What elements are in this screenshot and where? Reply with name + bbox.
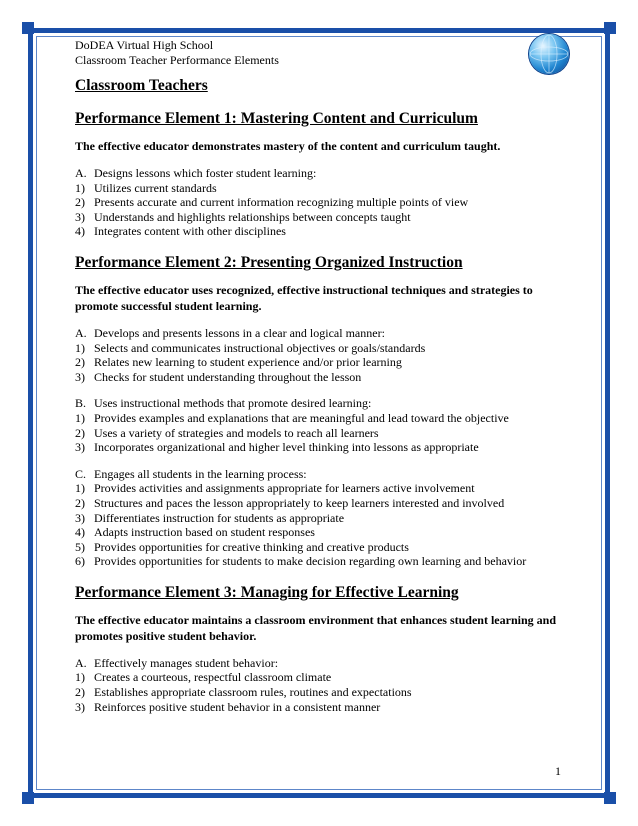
performance-element-title: Performance Element 2: Presenting Organized Instruction [75,253,463,271]
list-text: Reinforces positive student behavior in a consistent manner [94,699,381,714]
criteria-item [75,224,575,239]
border-corner-top-right [604,22,616,34]
document-body [75,38,575,714]
list-marker: 1) [75,180,85,195]
criteria-item [75,210,575,225]
list-text: Provides activities and assignments appropriate for learners active involvement [94,481,475,496]
criteria-group [75,656,575,714]
list-text: Differentiates instruction for students as appropriate [94,510,345,525]
list-text: Effectively manages student behavior: [94,655,279,670]
list-marker: A. [75,325,87,340]
list-text: Presents accurate and current information recognizing multiple points of view [94,195,469,210]
criteria-item [75,355,575,370]
border-corner-top-left [22,22,34,34]
criteria-item [75,685,575,700]
criteria-group [75,166,575,239]
criteria-heading [75,396,575,411]
criteria-heading [75,467,575,482]
criteria-item [75,554,575,569]
list-marker: 4) [75,525,85,540]
list-marker: 1) [75,410,85,425]
criteria-item [75,700,575,715]
criteria-item [75,426,575,441]
criteria-item [75,481,575,496]
list-marker: 1) [75,340,85,355]
list-marker: 3) [75,510,85,525]
list-marker: 4) [75,224,85,239]
list-marker: 1) [75,481,85,496]
list-text: Develops and presents lessons in a clear and logical manner: [94,325,385,340]
list-marker: 2) [75,685,85,700]
list-text: Utilizes current standards [94,180,217,195]
list-text: Relates new learning to student experience and/or prior learning [94,355,402,370]
list-text: Designs lessons which foster student learning: [94,166,317,180]
list-marker: 3) [75,209,85,224]
criteria-group [75,396,575,454]
section-title: Classroom Teachers [75,77,208,94]
performance-element-title: Performance Element 1: Mastering Content and Curriculum [75,110,478,127]
school-name: DoDEA Virtual High School [75,38,214,52]
document-subtitle: Classroom Teacher Performance Elements [75,53,279,67]
list-marker: 6) [75,554,85,569]
list-marker: 2) [75,355,85,370]
list-text: Provides opportunities for creative thinking and creative products [94,539,409,554]
criteria-item [75,525,575,540]
criteria-item [75,341,575,356]
list-text: Selects and communicates instructional objectives or goals/standards [94,340,426,355]
list-text: Structures and paces the lesson appropriately to keep learners interested and involved [94,495,505,510]
performance-element-title: Performance Element 3: Managing for Effective Learning [75,583,459,601]
list-marker: 2) [75,195,85,210]
list-marker: C. [75,466,87,481]
criteria-heading [75,326,575,341]
list-marker: A. [75,655,87,670]
criteria-item [75,440,575,455]
criteria-group [75,467,575,569]
list-text: Adapts instruction based on student responses [94,525,315,540]
criteria-item [75,496,575,511]
criteria-item [75,411,575,426]
criteria-heading [75,166,575,181]
list-marker: 3) [75,699,85,714]
performance-elements [75,109,575,714]
list-text: Creates a courteous, respectful classroom climate [94,670,332,685]
list-text: Incorporates organizational and higher level thinking into lessons as appropriate [94,440,479,455]
list-marker: 1) [75,670,85,685]
criteria-group [75,326,575,384]
list-text: Uses instructional methods that promote desired learning: [94,396,372,411]
list-text: Provides opportunities for students to make decision regarding own learning and behavior [94,554,527,569]
list-text: Engages all students in the learning process: [94,466,307,481]
list-text: Integrates content with other disciplines [94,224,286,239]
list-marker: 5) [75,539,85,554]
performance-element-lead: The effective educator maintains a classroom environment that enhances student learning and promotes positive student behavior. [75,612,556,643]
list-marker: A. [75,166,87,180]
border-corner-bottom-right [604,792,616,804]
criteria-item [75,540,575,555]
list-marker: B. [75,396,87,411]
page-number: 1 [555,764,561,778]
list-text: Understands and highlights relationships between concepts taught [94,209,411,224]
performance-element-lead: The effective educator uses recognized, effective instructional techniques and strategies to promote successful student learning. [75,282,533,313]
border-corner-bottom-left [22,792,34,804]
performance-element-lead: The effective educator demonstrates mastery of the content and curriculum taught. [75,139,501,153]
list-marker: 2) [75,425,85,440]
criteria-item [75,195,575,210]
criteria-item [75,511,575,526]
criteria-item [75,181,575,196]
criteria-item [75,370,575,385]
list-text: Establishes appropriate classroom rules, routines and expectations [94,685,412,700]
list-marker: 3) [75,440,85,455]
criteria-heading [75,656,575,671]
list-marker: 2) [75,495,85,510]
list-text: Uses a variety of strategies and models to reach all learners [94,425,379,440]
list-marker: 3) [75,369,85,384]
list-text: Provides examples and explanations that are meaningful and lead toward the objective [94,410,509,425]
criteria-item [75,670,575,685]
list-text: Checks for student understanding throughout the lesson [94,369,362,384]
